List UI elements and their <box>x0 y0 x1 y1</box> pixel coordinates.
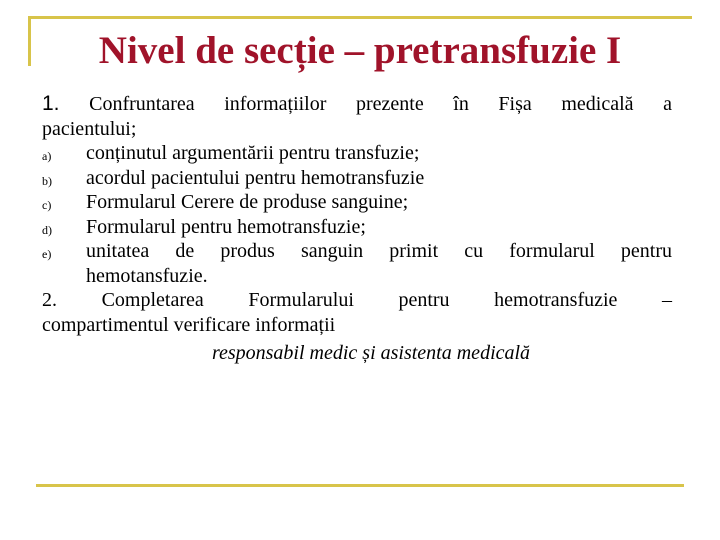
frame-top-border <box>28 16 692 19</box>
item-2-line: 2. Completarea Formularului pentru hemotransfuzie – <box>42 289 672 311</box>
item-1-text: Confruntarea informațiilor prezente în Fișa medicală a <box>89 93 672 115</box>
subitem-text: conținutul argumentării pentru transfuzie; <box>86 142 420 164</box>
subitem-text: Formularul Cerere de produse sanguine; <box>86 191 409 213</box>
item-1-number: 1. <box>42 92 60 115</box>
responsible-note: responsabil medic și asistenta medicală <box>211 342 531 364</box>
subitem-e-continuation: hemotansfuzie. <box>86 264 208 287</box>
subitem-d <box>42 215 672 240</box>
subitem-marker: b) <box>42 173 52 188</box>
subitem-e <box>42 239 672 264</box>
subitem-c <box>42 190 672 215</box>
subitem-text: unitatea de produs sanguin primit cu formularul pentru <box>86 240 672 262</box>
subitem-text: acordul pacientului pentru hemotransfuzie <box>86 166 425 189</box>
subitem-b <box>42 166 672 191</box>
item-1-line <box>42 92 672 117</box>
subitem-marker: a) <box>42 149 52 163</box>
item-1-continuation: pacientului; <box>42 117 137 140</box>
subitem-a <box>42 141 672 166</box>
item-2-continuation: compartimentul verificare informații <box>42 313 336 336</box>
slide-title: Nivel de secție – pretransfuzie I <box>98 29 622 72</box>
frame-bottom-border <box>36 484 684 487</box>
slide-content <box>42 92 672 366</box>
subitem-text: Formularul pentru hemotransfuzie; <box>86 215 366 238</box>
subitem-marker: e) <box>42 247 52 261</box>
subitem-marker: c) <box>42 198 52 212</box>
subitem-marker: d) <box>42 222 52 237</box>
